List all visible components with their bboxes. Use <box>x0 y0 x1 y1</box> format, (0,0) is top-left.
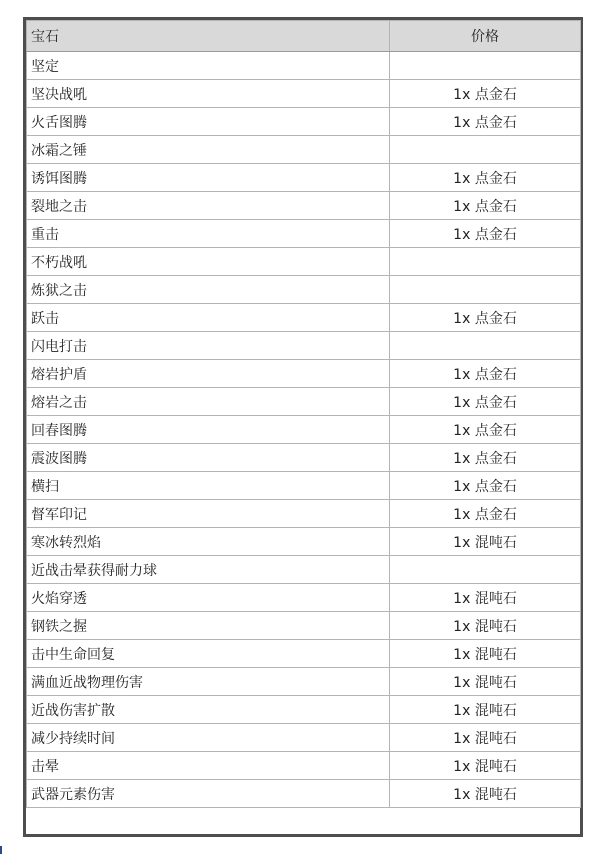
gem-price-cell: 1x 混吨石 <box>390 752 581 780</box>
gem-price-cell: 1x 混吨石 <box>390 780 581 808</box>
gem-price-cell: 1x 混吨石 <box>390 584 581 612</box>
table-row <box>27 444 581 472</box>
gem-price-cell: 1x 混吨石 <box>390 696 581 724</box>
gem-name-cell: 闪电打击 <box>27 332 390 360</box>
gem-price-cell: 1x 点金石 <box>390 388 581 416</box>
gem-name-cell: 火舌图腾 <box>27 108 390 136</box>
gem-name-cell: 横扫 <box>27 472 390 500</box>
gem-name-cell: 跃击 <box>27 304 390 332</box>
table-row <box>27 332 581 360</box>
gem-name-cell: 坚定 <box>27 52 390 80</box>
gem-price-cell: 1x 点金石 <box>390 360 581 388</box>
gem-price-cell: 1x 点金石 <box>390 500 581 528</box>
gem-name-cell: 近战伤害扩散 <box>27 696 390 724</box>
gem-price-cell <box>390 136 581 164</box>
gem-name-cell: 裂地之击 <box>27 192 390 220</box>
gem-name-cell: 震波图腾 <box>27 444 390 472</box>
gem-price-cell: 1x 点金石 <box>390 472 581 500</box>
gem-price-cell: 1x 混吨石 <box>390 528 581 556</box>
gem-price-cell: 1x 点金石 <box>390 444 581 472</box>
gem-price-cell: 1x 点金石 <box>390 304 581 332</box>
table-row <box>27 388 581 416</box>
header-row <box>27 21 581 52</box>
gem-price-cell: 1x 点金石 <box>390 416 581 444</box>
gem-name-cell: 督军印记 <box>27 500 390 528</box>
table-row <box>27 304 581 332</box>
gem-price-cell: 1x 点金石 <box>390 164 581 192</box>
gem-price-cell: 1x 混吨石 <box>390 668 581 696</box>
gem-price-cell: 1x 点金石 <box>390 108 581 136</box>
table-row <box>27 556 581 584</box>
gem-price-cell: 1x 混吨石 <box>390 612 581 640</box>
gem-price-cell: 1x 点金石 <box>390 192 581 220</box>
gem-price-cell <box>390 556 581 584</box>
gem-price-cell <box>390 276 581 304</box>
gem-name-cell: 坚决战吼 <box>27 80 390 108</box>
table-row <box>27 248 581 276</box>
table-row <box>27 52 581 80</box>
table-row <box>27 80 581 108</box>
edge-mark <box>0 846 2 854</box>
table-row <box>27 416 581 444</box>
header-gem: 宝石 <box>27 21 390 52</box>
table-row <box>27 500 581 528</box>
gem-table <box>26 20 581 808</box>
gem-price-cell: 1x 混吨石 <box>390 724 581 752</box>
table-row <box>27 668 581 696</box>
header-price: 价格 <box>390 21 581 52</box>
gem-name-cell: 减少持续时间 <box>27 724 390 752</box>
table-body <box>27 52 581 808</box>
gem-price-table <box>23 17 583 837</box>
gem-name-cell: 满血近战物理伤害 <box>27 668 390 696</box>
gem-name-cell: 炼狱之击 <box>27 276 390 304</box>
gem-name-cell: 击晕 <box>27 752 390 780</box>
gem-name-cell: 近战击晕获得耐力球 <box>27 556 390 584</box>
table-row <box>27 696 581 724</box>
gem-price-cell: 1x 混吨石 <box>390 640 581 668</box>
table-row <box>27 136 581 164</box>
table-row <box>27 780 581 808</box>
table-row <box>27 584 581 612</box>
table-row <box>27 276 581 304</box>
gem-name-cell: 武器元素伤害 <box>27 780 390 808</box>
gem-name-cell: 熔岩之击 <box>27 388 390 416</box>
table-row <box>27 612 581 640</box>
table-row <box>27 164 581 192</box>
table-row <box>27 640 581 668</box>
table-row <box>27 192 581 220</box>
gem-name-cell: 不朽战吼 <box>27 248 390 276</box>
table-row <box>27 220 581 248</box>
table-row <box>27 752 581 780</box>
gem-price-cell <box>390 248 581 276</box>
gem-name-cell: 回春图腾 <box>27 416 390 444</box>
gem-price-cell <box>390 332 581 360</box>
gem-price-cell <box>390 52 581 80</box>
gem-name-cell: 诱饵图腾 <box>27 164 390 192</box>
table-header <box>27 21 581 52</box>
gem-price-cell: 1x 点金石 <box>390 220 581 248</box>
gem-name-cell: 寒冰转烈焰 <box>27 528 390 556</box>
table-row <box>27 724 581 752</box>
gem-name-cell: 击中生命回复 <box>27 640 390 668</box>
gem-name-cell: 火焰穿透 <box>27 584 390 612</box>
table-row <box>27 360 581 388</box>
gem-name-cell: 冰霜之锤 <box>27 136 390 164</box>
table-row <box>27 528 581 556</box>
table-row <box>27 108 581 136</box>
table-row <box>27 472 581 500</box>
gem-name-cell: 钢铁之握 <box>27 612 390 640</box>
gem-name-cell: 熔岩护盾 <box>27 360 390 388</box>
gem-name-cell: 重击 <box>27 220 390 248</box>
gem-price-cell: 1x 点金石 <box>390 80 581 108</box>
